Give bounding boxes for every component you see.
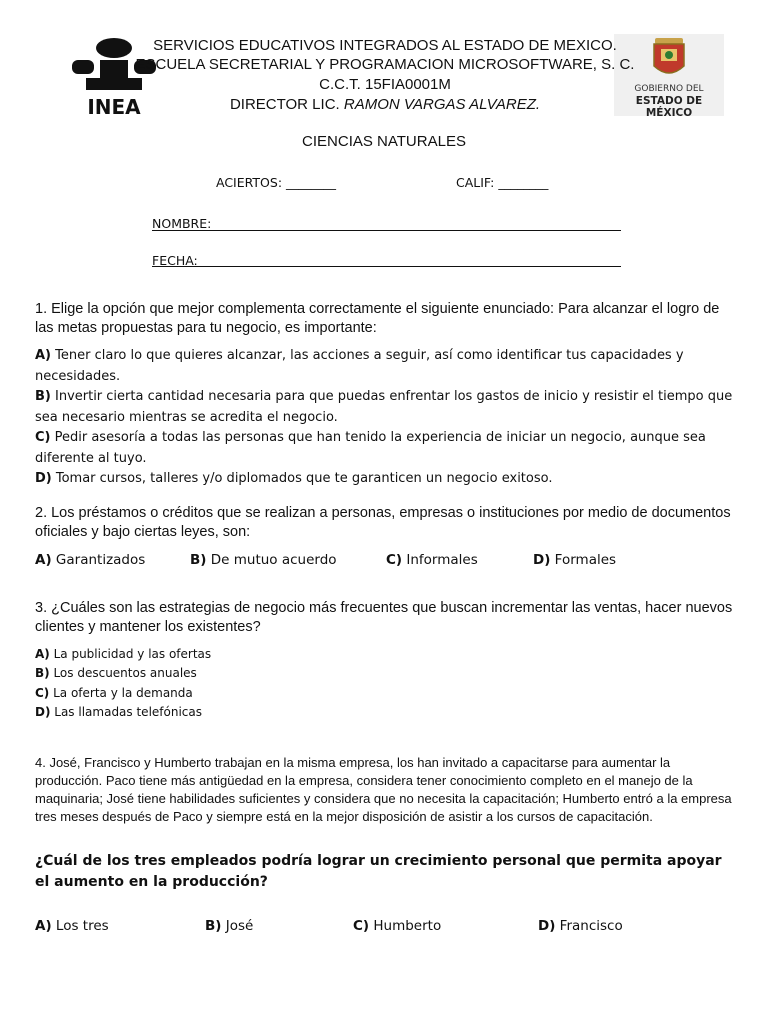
question-2-option-d[interactable]: D) Formales	[533, 552, 617, 568]
inea-logo-text: INEA	[87, 95, 141, 118]
edomex-logo-line2: ESTADO DE MÉXICO	[635, 95, 703, 119]
question-1-text: 1. Elige la opción que mejor complementa correctamente el siguiente enunciado: Para alcanzar el logro de las metas propuestas para tu negocio, es importante:	[35, 301, 720, 336]
question-3-option-d[interactable]: D) Las llamadas telefónicas	[35, 704, 202, 719]
question-4-text: 4. José, Francisco y Humberto trabajan en la misma empresa, los han invitado a capacitarse para aumentar la producción. Paco tiene más antigüedad en la empresa, considera tener conocimiento completo en el manejo de la maquinaria; José tiene habilidades suficientes y considera que no necesita la capacitación; Humberto entró a la empresa tres meses después de Paco y siempre está en la mejor disposición de asistir a los cursos de capacitación.	[35, 755, 732, 824]
header-director	[130, 95, 640, 114]
header-line-3: C.C.T. 15FIA0001M	[319, 76, 451, 93]
fecha-input-line[interactable]	[152, 266, 621, 267]
question-3-options	[35, 645, 211, 722]
director-name: RAMON VARGAS ALVAREZ.	[343, 96, 541, 113]
question-2-option-a[interactable]: A) Garantizados	[35, 552, 146, 568]
aciertos-field[interactable]: ACIERTOS: ________	[216, 175, 337, 190]
question-2-text: 2. Los préstamos o créditos que se realizan a personas, empresas o instituciones por medio de documentos oficiales y bajo ciertas leyes, son:	[35, 505, 731, 540]
question-1-option-a[interactable]: A) Tener claro lo que quieres alcanzar, las acciones a seguir, así como identificar tus capacidades y necesidades.	[35, 348, 684, 384]
calif-field[interactable]: CALIF: ________	[456, 175, 549, 190]
nombre-input-line[interactable]	[152, 230, 621, 231]
question-2-option-c[interactable]: C) Informales	[386, 552, 478, 568]
question-1-option-c[interactable]: C) Pedir asesoría a todas las personas que han tenido la experiencia de iniciar un negocio, aunque sea diferente al tuyo.	[35, 430, 706, 466]
question-3-option-c[interactable]: C) La oferta y la demanda	[35, 685, 193, 700]
director-prefix: DIRECTOR LIC.	[229, 96, 344, 113]
question-3-text: 3. ¿Cuáles son las estrategias de negocio más frecuentes que buscan incrementar las ventas, hacer nuevos clientes y mantener los existentes?	[35, 600, 733, 635]
header-line-2: ESCUELA SECRETARIAL Y PROGRAMACION MICROSOFTWARE, S. C.	[135, 56, 635, 73]
question-4-option-a[interactable]: A) Los tres	[35, 918, 109, 934]
header-line-1: SERVICIOS EDUCATIVOS INTEGRADOS AL ESTADO DE MEXICO.	[153, 37, 617, 54]
question-4-option-c[interactable]: C) Humberto	[353, 918, 442, 934]
question-3-option-b[interactable]: B) Los descuentos anuales	[35, 666, 197, 681]
nombre-label: NOMBRE:	[152, 216, 212, 231]
question-4-option-b[interactable]: B) José	[205, 918, 254, 934]
question-1-option-d[interactable]: D) Tomar cursos, talleres y/o diplomados que te garanticen un negocio exitoso.	[35, 471, 553, 486]
subject-title: CIENCIAS NATURALES	[302, 133, 466, 150]
question-1-option-b[interactable]: B) Invertir cierta cantidad necesaria para que puedas enfrentar los gastos de inicio y resistir el tiempo que sea necesario mientras se acredita el negocio.	[35, 389, 733, 425]
fecha-label: FECHA:	[152, 253, 198, 268]
edomex-logo-line1: GOBIERNO DEL	[634, 84, 704, 94]
question-4-prompt: ¿Cuál de los tres empleados podría lograr un crecimiento personal que permita apoyar el aumento en la producción?	[35, 853, 722, 890]
question-4-option-d[interactable]: D) Francisco	[538, 918, 623, 934]
question-3-option-a[interactable]: A) La publicidad y las ofertas	[35, 647, 212, 661]
question-2-option-b[interactable]: B) De mutuo acuerdo	[190, 552, 337, 568]
question-1-options	[35, 346, 740, 490]
